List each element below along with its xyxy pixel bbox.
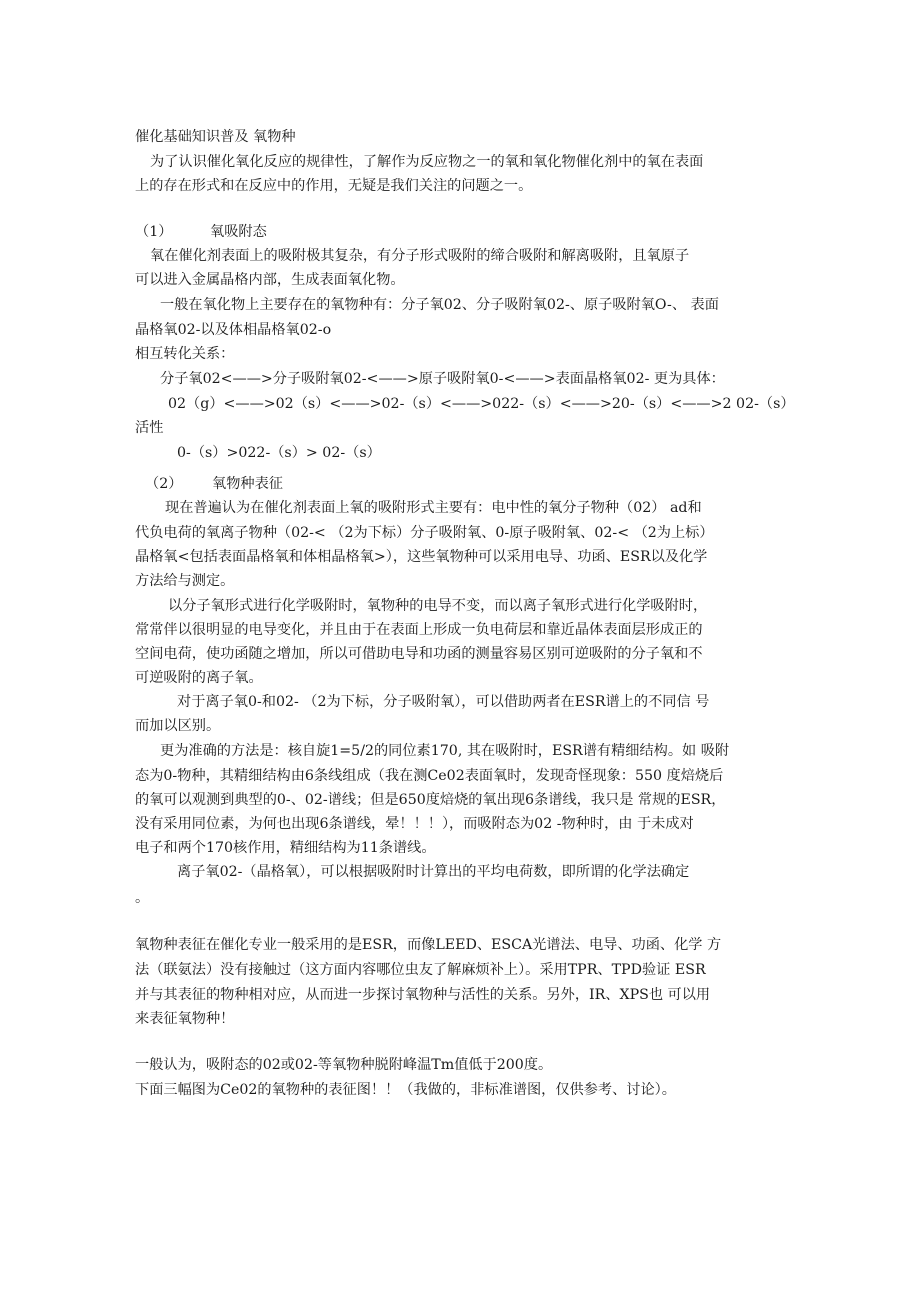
section2-para4-line2: 态为0-物种，其精细结构由6条线组成（我在测Ce02表面氧时，发现奇怪现象：550 度焙烧后: [135, 768, 724, 784]
section2-para5-line2: 。: [135, 890, 150, 906]
section2-para1-line1: 现在普遍认为在催化剂表面上氧的吸附形式主要有：电中性的氧分子物种（02） ad和: [165, 500, 702, 516]
document-title: 催化基础知识普及 氧物种: [135, 129, 296, 145]
section2-para2-line4: 可逆吸附的离子氧。: [135, 670, 263, 686]
section1-para2-line1: 一般在氧化物上主要存在的氧物种有：分子氧02、分子吸附氧02-、原子吸附氧O-、 表面: [160, 297, 719, 313]
section2-para5-line1: 离子氧02-（晶格氧），可以根据吸附时计算出的平均电荷数，即所谓的化学法确定: [177, 864, 690, 880]
section2-para3-line2: 而加以区别。: [135, 718, 221, 734]
section2-para3-line1: 对于离子氧0-和02- （2为下标，分子吸附氧），可以借助两者在ESR谱上的不同信 号: [177, 694, 710, 710]
section2-para4-line4: 没有采用同位素，为何也出现6条谱线，晕！！！），而吸附态为02 -物种时，由 于未成对: [135, 816, 694, 832]
closing-para1-line3: 并与其表征的物种相对应，从而进一步探讨氧物种与活性的关系。另外，IR、XPS也 可以用: [135, 987, 711, 1003]
section1-para2-line2: 晶格氧02-以及体相晶格氧02-o: [135, 322, 332, 338]
intro-line-2: 上的存在形式和在反应中的作用，无疑是我们关注的问题之一。: [135, 178, 533, 194]
section2-para4-line5: 电子和两个170核作用，精细结构为11条谱线。: [135, 840, 436, 856]
relation-line: 分子氧02<——>分子吸附氧02-<——>原子吸附氧0-<——>表面晶格氧02- 更为具体：: [160, 371, 725, 387]
closing-para3: 下面三幅图为Ce02的氧物种的表征图！！（我做的，非标准谱图，仅供参考、讨论）。: [135, 1082, 676, 1098]
closing-para2: 一般认为，吸附态的02或02-等氧物种脱附峰温Tm值低于200度。: [135, 1057, 553, 1073]
intro-line-1: 为了认识催化氧化反应的规律性，了解作为反应物之一的氧和氧化物催化剂中的氧在表面: [150, 154, 704, 170]
section2-para1-line2: 代负电荷的氧离子物种（02-< （2为下标）分子吸附氧、0-原子吸附氧、02-< （2为上标）: [135, 525, 714, 541]
section1-para1-line1: 氧在催化剂表面上的吸附极其复杂，有分子形式吸附的缔合吸附和解离吸附，且氧原子: [150, 248, 690, 264]
relation-label: 相互转化关系：: [135, 346, 235, 362]
section1-number: （1）: [135, 224, 173, 240]
section2-para2-line1: 以分子氧形式进行化学吸附时，氧物种的电导不变，而以离子氧形式进行化学吸附时，: [168, 598, 708, 614]
activity-line: 0-（s）>022-（s）> 02-（s）: [177, 445, 381, 461]
section2-para2-line3: 空间电荷，使功函随之增加，所以可借助电导和功函的测量容易区别可逆吸附的分子氧和不: [135, 646, 703, 662]
section2-para1-line4: 方法给与测定。: [135, 573, 235, 589]
closing-para1-line2: 法（联氨法）没有接触过（这方面内容哪位虫友了解麻烦补上）。采用TPR、TPD验证 ESR: [135, 962, 706, 978]
section2-para1-line3: 晶格氧<包括表面晶格氧和体相晶格氧>），这些氧物种可以采用电导、功函、ESR以及化学: [135, 549, 708, 565]
closing-para1-line4: 来表征氧物种！: [135, 1011, 235, 1027]
formula-line: 02（g）<——>02（s）<——>02-（s）<——>022-（s）<——>20-（s）<——>2 02-（s）: [168, 396, 795, 412]
closing-para1-line1: 氧物种表征在催化专业一般采用的是ESR，而像LEED、ESCA光谱法、电导、功函、化学 方: [135, 937, 722, 953]
section1-para1-line2: 可以进入金属晶格内部，生成表面氧化物。: [135, 272, 405, 288]
section2-heading: 氧物种表征: [212, 476, 283, 492]
section2-para2-line2: 常常伴以很明显的电导变化，并且由于在表面上形成一负电荷层和靠近晶体表面层形成正的: [135, 622, 703, 638]
section2-para4-line3: 的氧可以观测到典型的0-、02-谱线；但是650度焙烧的氧出现6条谱线，我只是 常规的ESR，: [135, 792, 726, 808]
section2-number: （2）: [145, 476, 183, 492]
section2-para4-line1: 更为准确的方法是：核自旋1=5/2的同位素170, 其在吸附时，ESR谱有精细结构。如 吸附: [160, 743, 730, 759]
activity-label: 活性: [135, 420, 164, 436]
section1-heading: 氧吸附态: [210, 224, 267, 240]
